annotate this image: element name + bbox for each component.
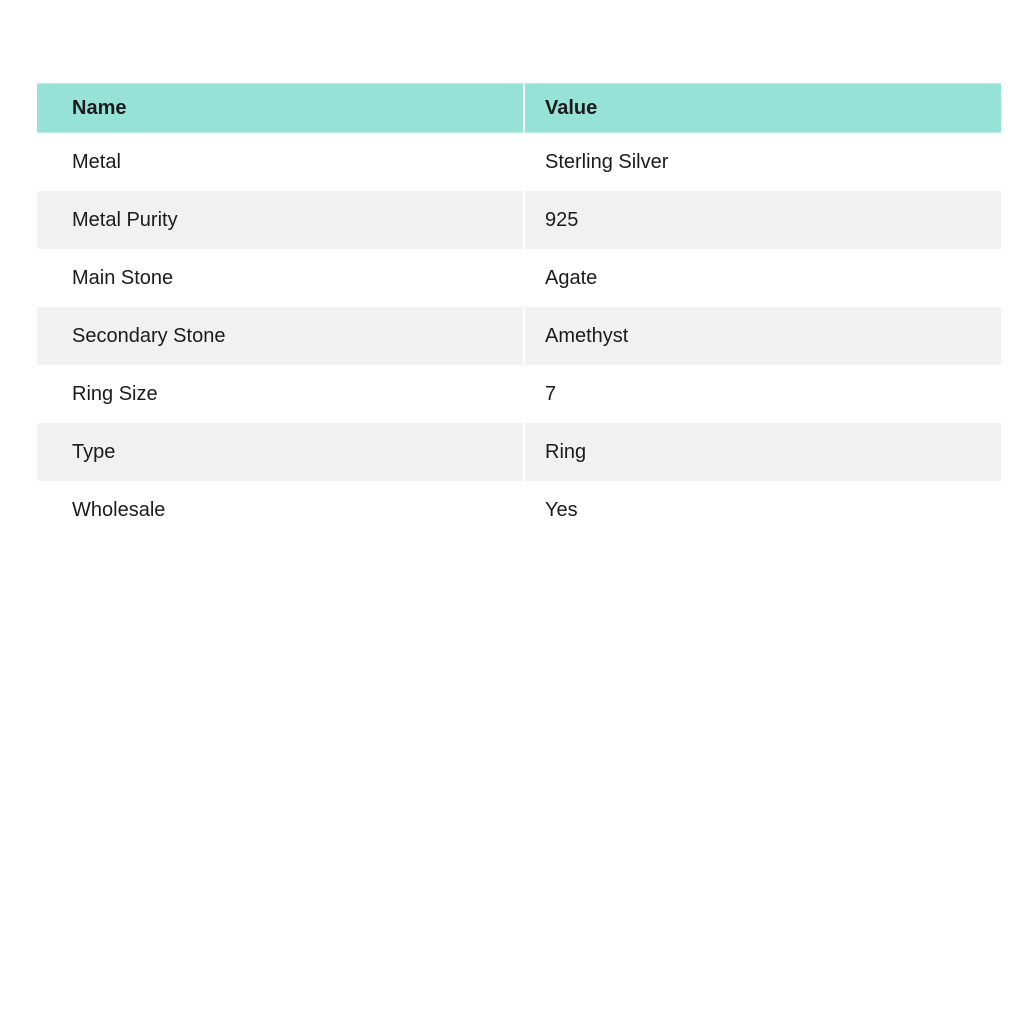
product-attributes-table: [37, 83, 1001, 539]
attribute-value-cell: Agate: [523, 249, 1001, 307]
attribute-value-cell: 7: [523, 365, 1001, 423]
table-row: [37, 249, 1001, 307]
product-attributes-table-container: [37, 83, 1001, 539]
table-row: [37, 133, 1001, 191]
attribute-name-cell: Metal: [37, 133, 523, 191]
table-row: [37, 365, 1001, 423]
attribute-name-cell: Type: [37, 423, 523, 481]
attribute-value-cell: Sterling Silver: [523, 133, 1001, 191]
attribute-name-cell: Metal Purity: [37, 191, 523, 249]
attribute-name-cell: Main Stone: [37, 249, 523, 307]
attribute-name-cell: Ring Size: [37, 365, 523, 423]
column-header-value: Value: [523, 83, 1001, 133]
table-row: [37, 423, 1001, 481]
table-row: [37, 191, 1001, 249]
attribute-value-cell: 925: [523, 191, 1001, 249]
attribute-value-cell: Amethyst: [523, 307, 1001, 365]
table-header-row: [37, 83, 1001, 133]
attribute-name-cell: Secondary Stone: [37, 307, 523, 365]
attribute-name-cell: Wholesale: [37, 481, 523, 539]
attribute-value-cell: Yes: [523, 481, 1001, 539]
table-row: [37, 307, 1001, 365]
attribute-value-cell: Ring: [523, 423, 1001, 481]
column-header-name: Name: [37, 83, 523, 133]
table-row: [37, 481, 1001, 539]
